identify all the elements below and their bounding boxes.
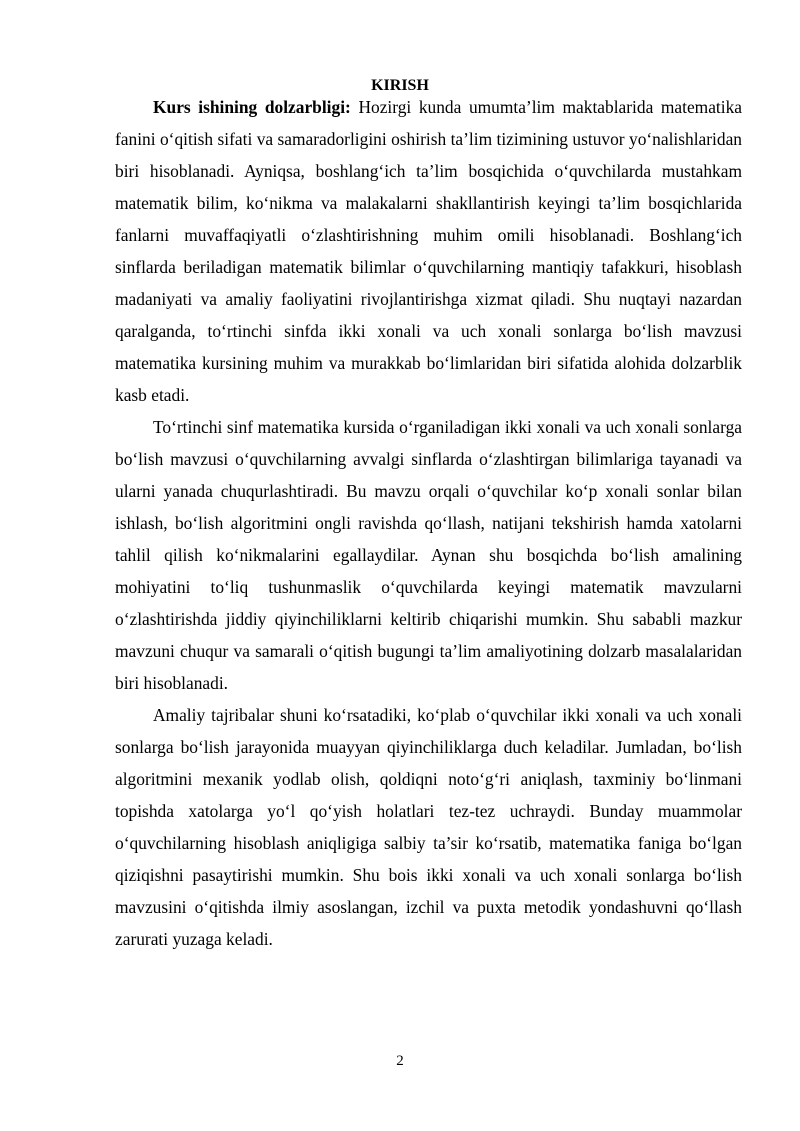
paragraph-relevance: [115, 91, 742, 411]
section-heading: KIRISH: [371, 77, 429, 94]
page-number: 2: [396, 1053, 404, 1069]
paragraph-topic: To‘rtinchi sinf matematika kursida o‘rganiladigan ikki xonali va uch xonali sonlarga bo‘lish mavzusi o‘quvchilarning avvalgi sinflarda o‘zlashtirgan bilimlariga tayanadi va ularni yanada chuqurlashtiradi. Bu mavzu orqali o‘quvchilar ko‘p xonali sonlar bilan ishlash, bo‘lish algoritmini ongli ravishda qo‘llash, natijani tekshirish hamda xatolarni tahlil qilish ko‘nikmalarini egallaydilar. Aynan shu bosqichda bo‘lish amalining mohiyatini to‘liq tushunmaslik o‘quvchilarda keyingi matematik mavzularni o‘zlashtirishda jiddiy qiyinchiliklarni keltirib chiqarishi mumkin. Shu sababli mazkur mavzuni chuqur va samarali o‘qitish bugungi ta’lim amaliyotining dolzarb masalalaridan biri hisoblanadi.: [115, 417, 742, 693]
paragraph-practice: Amaliy tajribalar shuni ko‘rsatadiki, ko‘plab o‘quvchilar ikki xonali va uch xonali sonlarga bo‘lish jarayonida muayyan qiyinchiliklarga duch keladilar. Jumladan, bo‘lish algoritmini mexanik yodlab olish, qoldiqni noto‘g‘ri aniqlash, taxminiy bo‘linmani topishda xatolarga yo‘l qo‘yish holatlari tez-tez uchraydi. Bunday muammolar o‘quvchilarning hisoblash aniqligiga salbiy ta’sir ko‘rsatib, matematika faniga bo‘lgan qiziqishni pasaytirishi mumkin. Shu bois ikki xonali va uch xonali sonlarga bo‘lish mavzusini o‘qitishda ilmiy asoslangan, izchil va puxta metodik yondashuvni qo‘llash zarurati yuzaga keladi.: [115, 705, 742, 949]
paragraph-text: Hozirgi kunda umumta’lim maktablarida matematika fanini o‘qitish sifati va samaradorligini oshirish ta’lim tizimining ustuvor yo‘nalishlaridan biri hisoblanadi. Ayniqsa, boshlang‘ich ta’lim bosqichida o‘quvchilarda mustahkam matematik bilim, ko‘nikma va malakalarni shakllantirish keyingi ta’lim bosqichlarida fanlarni muvaffaqiyatli o‘zlashtirishning muhim omili hisoblanadi. Boshlang‘ich sinflarda beriladigan matematik bilimlar o‘quvchilarning mantiqiy tafakkuri, hisoblash madaniyati va amaliy faoliyatini rivojlantirishga xizmat qiladi. Shu nuqtayi nazardan qaralganda, to‘rtinchi sinfda ikki xonali va uch xonali sonlarga bo‘lish mavzusi matematika kursining muhim va murakkab bo‘limlaridan biri sifatida alohida dolzarblik kasb etadi.: [115, 97, 743, 405]
document-body: [115, 91, 742, 955]
paragraph-lead: Kurs ishining dolzarbligi:: [153, 97, 351, 117]
